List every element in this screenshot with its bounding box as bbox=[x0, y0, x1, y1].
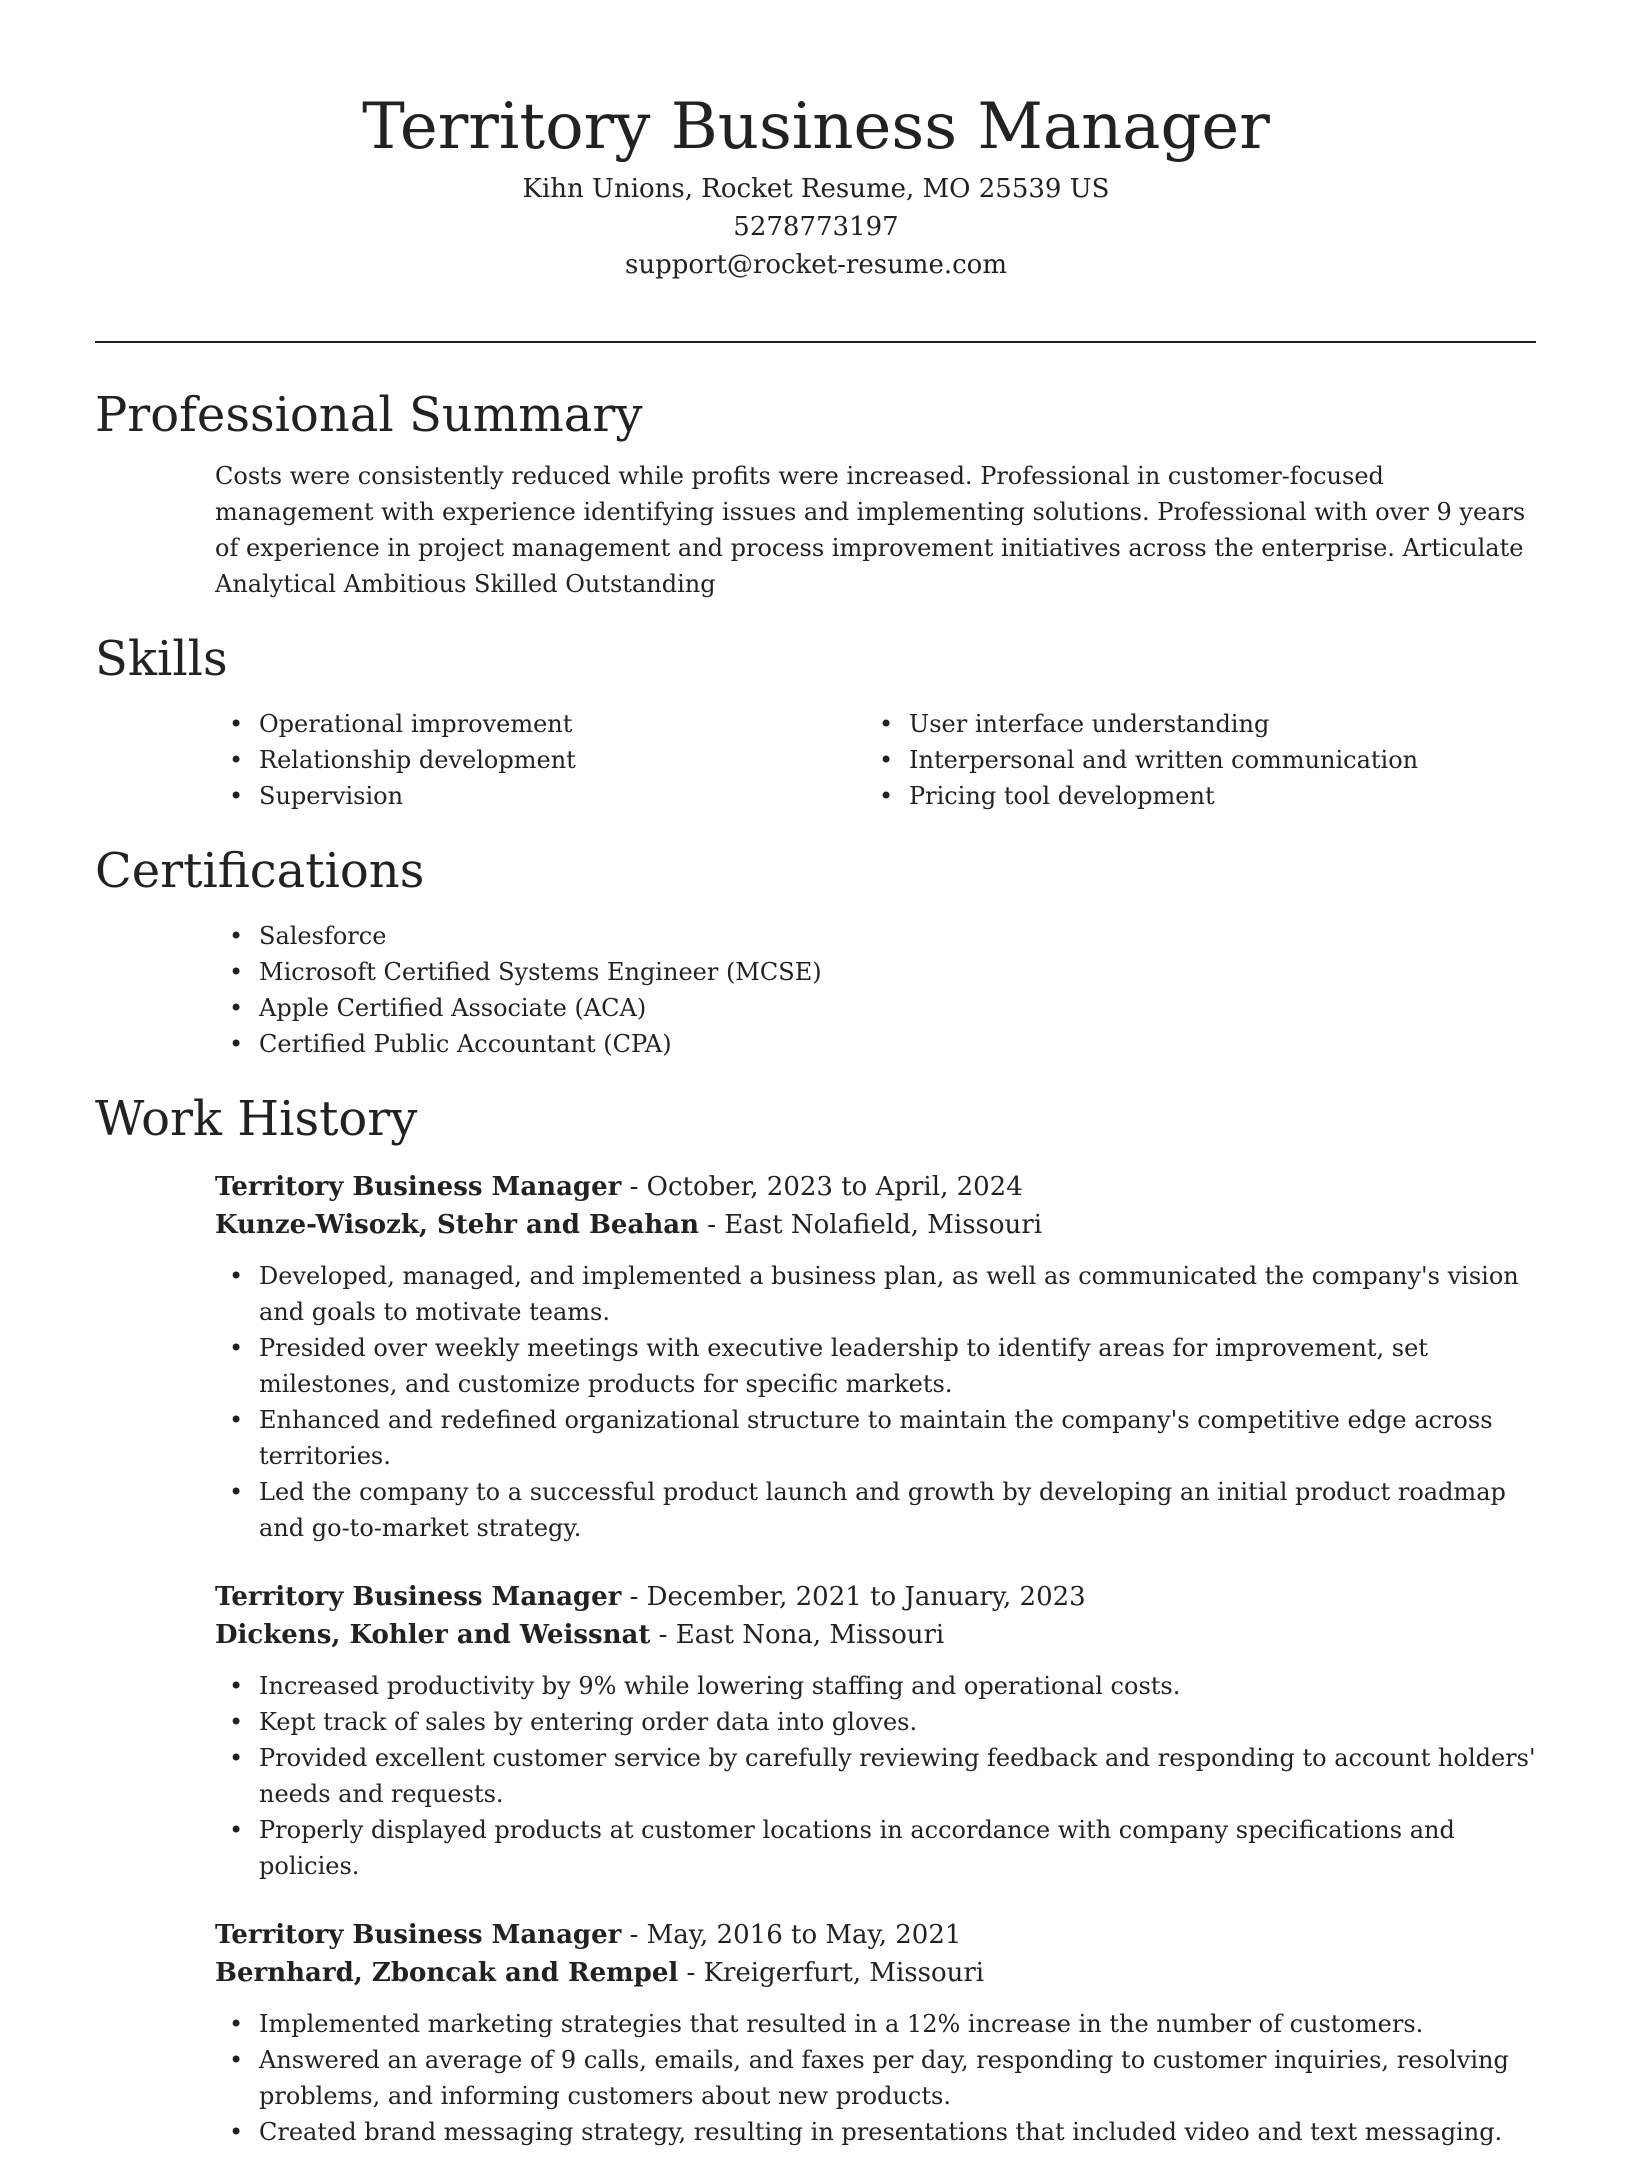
skill-item: • Pricing tool development bbox=[865, 778, 1515, 814]
certifications-section bbox=[95, 836, 1536, 1062]
job-bullet: • Answered an average of 9 calls, emails, and faxes per day, responding to customer inquiries, resolving problems, and informing customers about new products. bbox=[215, 2042, 1536, 2114]
summary-text: Costs were consistently reduced while profits were increased. Professional in customer-focused management with experience identifying issues and implementing solutions. Professional with over 9 years of experience in project management and process improvement initiatives across the enterprise. Articulate Analytical Ambitious Skilled Outstanding bbox=[215, 462, 1526, 598]
job-bullet: • Created brand messaging strategy, resulting in presentations that included video and text messaging. bbox=[215, 2114, 1536, 2150]
job-dates: - May, 2016 to May, 2021 bbox=[621, 1920, 962, 1950]
job-bullet: • Developed, managed, and implemented a business plan, as well as communicated the company's vision and goals to motivate teams. bbox=[215, 1258, 1536, 1330]
job-title: Territory Business Manager bbox=[215, 1172, 622, 1202]
job-company: Dickens, Kohler and Weissnat bbox=[215, 1620, 651, 1650]
job-bullet: • Enhanced and redefined organizational structure to maintain the company's competitive edge across territories. bbox=[215, 1402, 1536, 1474]
certifications-heading: Certifications bbox=[95, 843, 425, 899]
job-entry bbox=[215, 1168, 1536, 1546]
resume-title: Territory Business Manager bbox=[362, 90, 1270, 164]
job-title-line bbox=[215, 1916, 1536, 1954]
skills-section bbox=[95, 624, 1536, 814]
work-history-section bbox=[95, 1084, 1536, 2150]
job-bullet: • Provided excellent customer service by carefully reviewing feedback and responding to account holders' needs and requests. bbox=[215, 1740, 1536, 1812]
job-bullet: • Presided over weekly meetings with executive leadership to identify areas for improvement, set milestones, and customize products for specific markets. bbox=[215, 1330, 1536, 1402]
job-title: Territory Business Manager bbox=[215, 1920, 622, 1950]
work-history-heading: Work History bbox=[95, 1091, 418, 1147]
job-bullet: • Properly displayed products at customer locations in accordance with company specifications and policies. bbox=[215, 1812, 1536, 1884]
job-company: Bernhard, Zboncak and Rempel bbox=[215, 1958, 679, 1988]
job-bullet: • Implemented marketing strategies that resulted in a 12% increase in the number of customers. bbox=[215, 2006, 1536, 2042]
skill-item: • Operational improvement bbox=[215, 706, 865, 742]
job-company-line bbox=[215, 1616, 1536, 1654]
job-company-line bbox=[215, 1954, 1536, 1992]
job-dates: - December, 2021 to January, 2023 bbox=[621, 1582, 1086, 1612]
job-location: - East Nona, Missouri bbox=[650, 1620, 945, 1650]
job-title-line bbox=[215, 1168, 1536, 1206]
summary-section bbox=[95, 380, 1536, 602]
contact-email: support@rocket-resume.com bbox=[624, 250, 1007, 280]
certification-item: • Apple Certified Associate (ACA) bbox=[215, 990, 1536, 1026]
skill-item: • Relationship development bbox=[215, 742, 865, 778]
certification-item: • Microsoft Certified Systems Engineer (MCSE) bbox=[215, 954, 1536, 990]
job-bullet-list bbox=[215, 1668, 1536, 1884]
certification-item: • Salesforce bbox=[215, 918, 1536, 954]
summary-heading: Professional Summary bbox=[95, 387, 643, 443]
job-bullet-list bbox=[215, 1258, 1536, 1546]
job-bullet-list bbox=[215, 2006, 1536, 2150]
job-location: - Kreigerfurt, Missouri bbox=[678, 1958, 985, 1988]
job-title: Territory Business Manager bbox=[215, 1582, 622, 1612]
certification-item: • Certified Public Accountant (CPA) bbox=[215, 1026, 1536, 1062]
skill-item: • User interface understanding bbox=[865, 706, 1515, 742]
job-dates: - October, 2023 to April, 2024 bbox=[621, 1172, 1023, 1202]
job-entry bbox=[215, 1578, 1536, 1884]
job-company-line bbox=[215, 1206, 1536, 1244]
certifications-list bbox=[215, 918, 1536, 1062]
job-bullet: • Led the company to a successful product launch and growth by developing an initial product roadmap and go-to-market strategy. bbox=[215, 1474, 1536, 1546]
resume-body bbox=[95, 380, 1536, 2182]
skills-left-list bbox=[215, 706, 865, 814]
job-company: Kunze-Wisozk, Stehr and Beahan bbox=[215, 1210, 699, 1240]
job-entry bbox=[215, 1916, 1536, 2150]
contact-phone: 5278773197 bbox=[733, 212, 899, 242]
skills-grid bbox=[215, 706, 1536, 814]
skill-item: • Supervision bbox=[215, 778, 865, 814]
skills-heading: Skills bbox=[95, 631, 228, 687]
contact-address: Kihn Unions, Rocket Resume, MO 25539 US bbox=[522, 174, 1110, 204]
skills-right-list bbox=[865, 706, 1515, 814]
resume-header bbox=[0, 0, 1632, 284]
job-title-line bbox=[215, 1578, 1536, 1616]
job-bullet: • Increased productivity by 9% while lowering staffing and operational costs. bbox=[215, 1668, 1536, 1704]
header-divider bbox=[95, 341, 1536, 343]
job-bullet: • Kept track of sales by entering order data into gloves. bbox=[215, 1704, 1536, 1740]
skill-item: • Interpersonal and written communication bbox=[865, 742, 1515, 778]
job-location: - East Nolafield, Missouri bbox=[698, 1210, 1043, 1240]
